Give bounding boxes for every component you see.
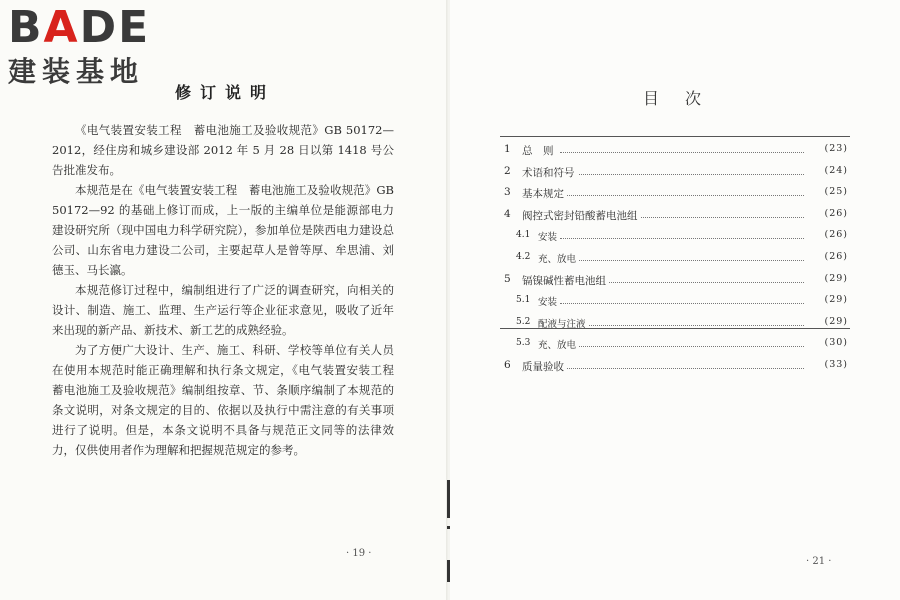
toc-entry-page: (29) bbox=[824, 315, 848, 327]
toc-entry-page: (29) bbox=[824, 294, 848, 306]
toc-entry[interactable] bbox=[500, 290, 850, 312]
toc-entry-title: 安装 bbox=[538, 294, 560, 308]
toc-entry-number: 5.3 bbox=[516, 338, 531, 349]
toc-entry-page: (24) bbox=[824, 164, 848, 176]
toc-entry-page: (23) bbox=[824, 143, 848, 154]
toc-entry-number: 5.1 bbox=[516, 295, 531, 306]
toc-entry-title: 镉镍碱性蓄电池组 bbox=[522, 273, 609, 288]
toc-leader-dots bbox=[560, 260, 804, 261]
toc-leader-dots bbox=[560, 174, 804, 175]
toc-entry[interactable] bbox=[500, 247, 850, 269]
right-page bbox=[450, 0, 900, 600]
toc-entry-page: (25) bbox=[824, 186, 848, 198]
toc-leader-dots bbox=[560, 346, 804, 347]
toc-entry-number: 4.1 bbox=[516, 230, 531, 241]
toc-entry-number: 6 bbox=[504, 358, 511, 371]
toc-entry-number: 5 bbox=[504, 272, 511, 285]
toc-entry[interactable] bbox=[500, 182, 850, 204]
toc-entry-page: (30) bbox=[824, 337, 848, 349]
toc-entry-number: 5.2 bbox=[516, 316, 531, 327]
toc-leader-dots bbox=[560, 238, 804, 239]
toc-entry-title: 基本规定 bbox=[522, 186, 567, 201]
toc-entry-number: 1 bbox=[504, 143, 511, 155]
toc-entry[interactable] bbox=[500, 355, 850, 377]
toc-leader-dots bbox=[560, 368, 804, 369]
toc-leader-dots bbox=[560, 325, 804, 326]
toc-entry[interactable] bbox=[500, 204, 850, 226]
toc-entry-title: 质量验收 bbox=[522, 359, 567, 374]
toc-entry-title: 安装 bbox=[538, 229, 560, 243]
toc-entry-number: 4.2 bbox=[516, 251, 531, 262]
toc-entry[interactable] bbox=[500, 269, 850, 291]
toc-entry-page: (26) bbox=[824, 250, 848, 262]
toc-entry[interactable] bbox=[500, 225, 850, 247]
toc-entry-number: 3 bbox=[504, 186, 511, 199]
page-number-right: · 21 · bbox=[806, 556, 832, 567]
toc-entry-title: 配液与注液 bbox=[538, 316, 589, 330]
toc-entry-number: 2 bbox=[504, 164, 511, 177]
toc-entry-page: (29) bbox=[824, 272, 848, 284]
paragraph-1: 《电气装置安装工程 蓄电池施工及验收规范》GB 50172—2012，经住房和城乡建设部 2012 年 5 月 28 日以第 1418 号公告批准发布。 bbox=[52, 123, 394, 177]
toc-entry[interactable] bbox=[500, 312, 850, 334]
toc-entry-page: (26) bbox=[824, 207, 848, 219]
toc-entry-number: 4 bbox=[504, 207, 511, 220]
toc-entry-title: 术语和符号 bbox=[522, 165, 578, 180]
logo-english: BADE bbox=[8, 2, 151, 53]
toc-leader-dots bbox=[560, 303, 804, 304]
toc-entry-page: (33) bbox=[824, 358, 848, 370]
toc-bottom-rule bbox=[500, 328, 850, 329]
toc-entry-title: 充、放电 bbox=[538, 337, 579, 351]
table-of-contents bbox=[500, 136, 850, 377]
logo-chinese: 建装基地 bbox=[8, 55, 145, 88]
paragraph-2: 本规范是在《电气装置安装工程 蓄电池施工及验收规范》GB 50172—92 的基础上修订而成，上一版的主编单位是能源部电力建设研究所（现中国电力科学研究院），参加单位是陕西电力建设总公司、山东省电力建设二公司，主要起草人是曾等厚、牟思浦、刘德玉、马长瀛。 bbox=[52, 183, 394, 277]
toc-entry[interactable] bbox=[500, 161, 850, 183]
bade-logo bbox=[8, 4, 150, 88]
page-title-contents: 目次 bbox=[643, 89, 728, 108]
paragraph-4: 为了方便广大设计、生产、施工、科研、学校等单位有关人员在使用本规范时能正确理解和执行条文规定，《电气装置安装工程 蓄电池施工及验收规范》编制组按章、节、条顺序编制了本规范的条文说明，对条文规定的目的、依据以及执行中需注意的有关事项进行了说明。但是，本条文说明不具备与规范正文同等的法律效力，仅供使用者作为理解和把握规范规定的参考。 bbox=[52, 343, 406, 457]
toc-entry-page: (26) bbox=[824, 229, 848, 241]
page-number-left: · 19 · bbox=[346, 548, 372, 559]
toc-entry[interactable] bbox=[500, 139, 850, 161]
toc-entry-title: 总 则 bbox=[522, 143, 557, 158]
toc-leader-dots bbox=[560, 152, 804, 153]
revision-notes-body bbox=[52, 120, 406, 460]
toc-leader-dots bbox=[560, 195, 804, 196]
page-title-revision-notes: 修订说明 bbox=[175, 83, 276, 102]
toc-entry[interactable] bbox=[500, 333, 850, 355]
paragraph-3: 本规范修订过程中，编制组进行了广泛的调查研究，向相关的设计、制造、施工、监理、生产运行等企业征求意见，吸收了近年来出现的新产品、新技术、新工艺的成熟经验。 bbox=[52, 283, 394, 337]
toc-entry-title: 充、放电 bbox=[538, 251, 579, 265]
toc-entry-title: 阀控式密封铅酸蓄电池组 bbox=[522, 208, 641, 223]
toc-top-rule bbox=[500, 136, 850, 137]
